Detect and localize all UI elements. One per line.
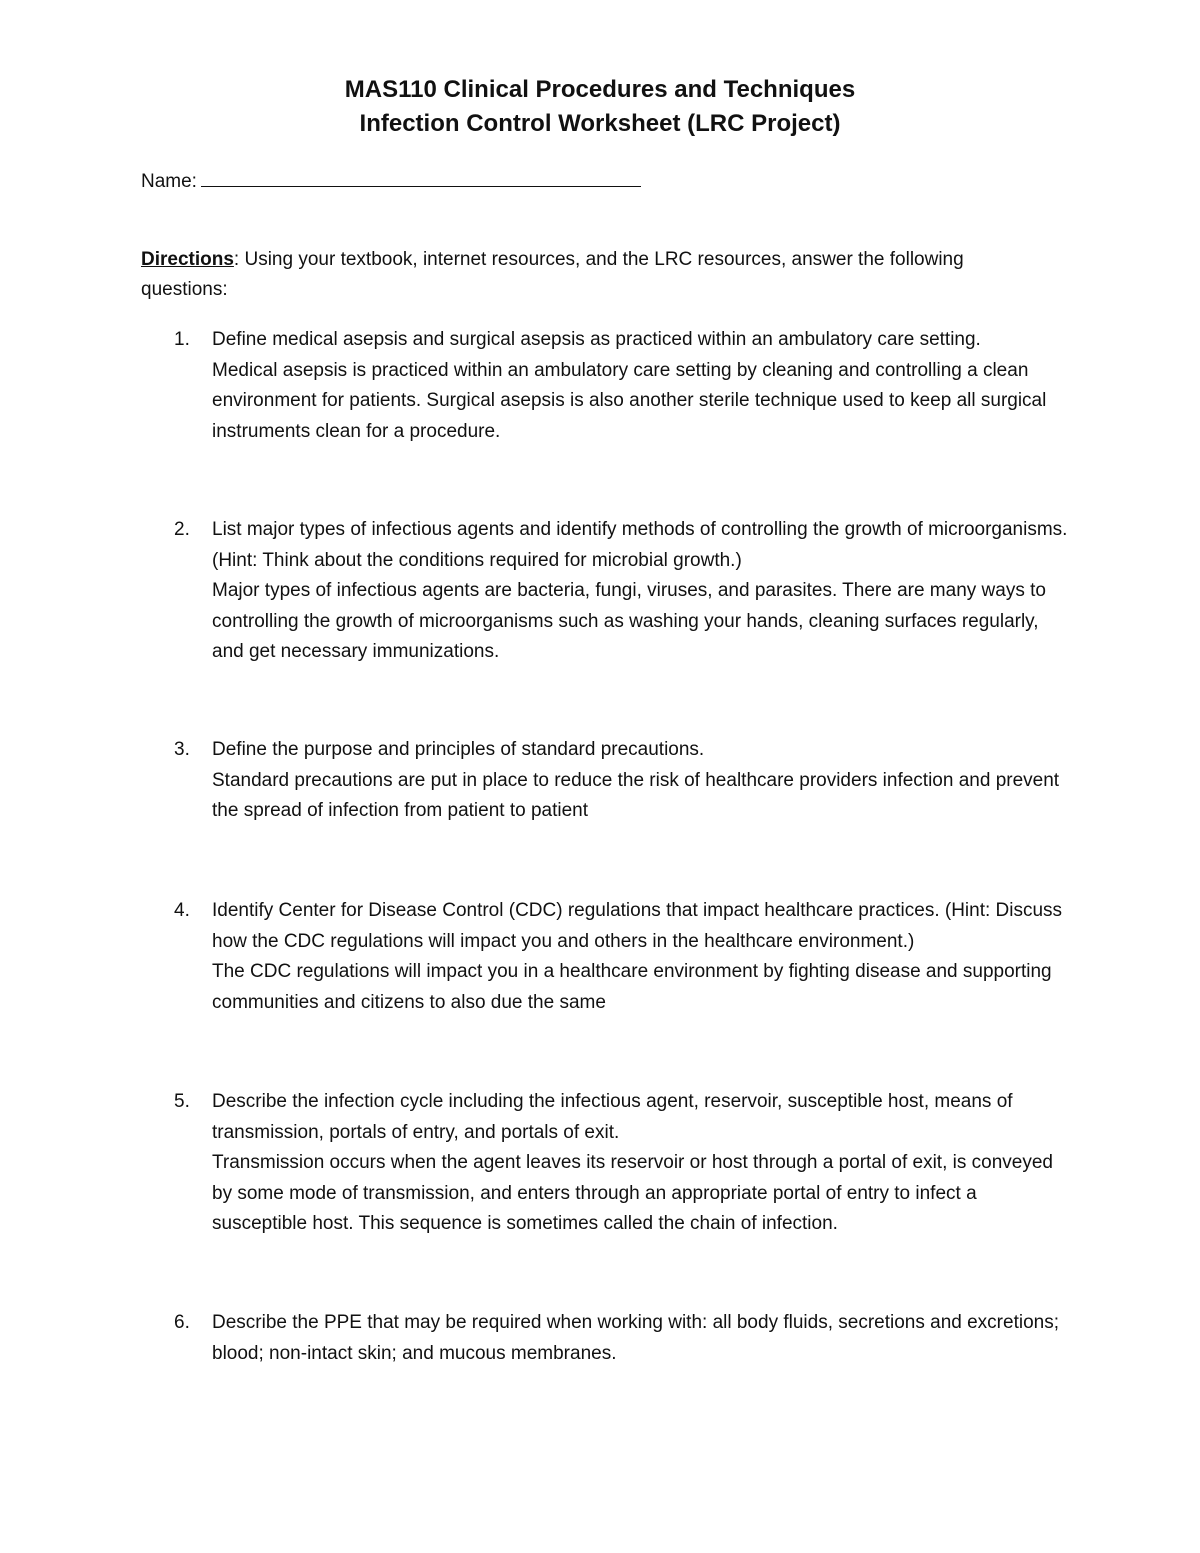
directions [141,245,1021,305]
question-2 [141,515,1071,668]
question-answer: Major types of infectious agents are bacteria, fungi, viruses, and parasites. There are many ways to controlling the growth of microorganisms such as washing your hands, cleaning surfaces regularly, and get necessary immunizations. [212,580,1046,662]
question-5 [141,1087,1071,1240]
question-1 [141,325,1071,447]
name-label: Name: [141,171,197,192]
question-number: 5. [174,1091,190,1112]
name-blank-line[interactable] [201,166,641,187]
question-3 [141,735,1071,827]
question-6 [141,1308,1071,1369]
directions-label: Directions [141,249,234,270]
question-answer: Standard precautions are put in place to reduce the risk of healthcare providers infection and prevent the spread of infection from patient to patient [212,769,1060,821]
directions-text: : Using your textbook, internet resources, and the LRC resources, answer the following questions: [141,249,964,300]
question-answer: The CDC regulations will impact you in a healthcare environment by fighting disease and supporting communities and citizens to also due the same [212,961,1052,1013]
question-answer: Transmission occurs when the agent leaves its reservoir or host through a portal of exit, is conveyed by some mode of transmission, and enters through an appropriate portal of entry to infect a susceptible host. This sequence is sometimes called the chain of infection. [212,1152,1053,1234]
question-number: 1. [174,329,190,350]
question-prompt: List major types of infectious agents and identify methods of controlling the growth of microorganisms. (Hint: Think about the conditions required for microbial growth.) [212,519,1068,571]
question-number: 3. [174,739,190,760]
question-prompt: Describe the PPE that may be required when working with: all body fluids, secretions and excretions; blood; non-intact skin; and mucous membranes. [212,1312,1059,1364]
question-prompt: Define the purpose and principles of standard precautions. [212,739,705,760]
name-field [141,166,641,196]
document-title: MAS110 Clinical Procedures and Techniques [344,76,856,103]
question-number: 2. [174,519,190,540]
question-answer: Medical asepsis is practiced within an ambulatory care setting by cleaning and controlling a clean environment for patients. Surgical asepsis is also another sterile technique used to keep all surgical instruments clean for a procedure. [212,359,1047,442]
question-number: 6. [174,1312,190,1333]
question-4 [141,896,1071,1018]
document-subtitle: Infection Control Worksheet (LRC Project) [359,110,841,137]
question-prompt: Identify Center for Disease Control (CDC) regulations that impact healthcare practices. (Hint: Discuss how the CDC regulations will impact you and others in the healthcare environment.) [212,900,1063,952]
question-prompt: Define medical asepsis and surgical asepsis as practiced within an ambulatory care setting. [212,329,981,350]
question-number: 4. [174,900,190,921]
question-prompt: Describe the infection cycle including the infectious agent, reservoir, susceptible host, means of transmission, portals of entry, and portals of exit. [212,1091,1013,1143]
